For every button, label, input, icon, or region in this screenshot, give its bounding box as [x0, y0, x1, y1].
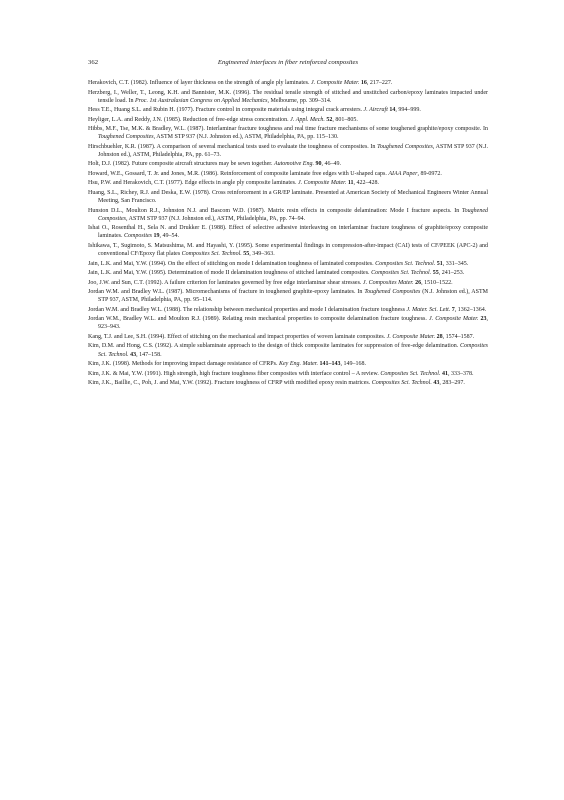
reference-entry: [88, 306, 488, 314]
reference-source: Toughened Composites: [98, 134, 154, 141]
reference-text: , 283–297.: [439, 380, 465, 387]
reference-text: , 147–158.: [136, 351, 162, 358]
reference-text: Joo, J.W. and Sun, C.T. (1992). A failure criterion for laminates governed by free edge interlaminar shear stresses.: [88, 279, 363, 286]
reference-source: Toughened Composites: [98, 207, 488, 222]
reference-text: Hibbs, M.F., Tse, M.K. & Bradley, W.L. (1987). Interlaminar fracture toughness and real time fracture mechanisms of some toughened graphite/epoxy composite. In: [88, 126, 488, 133]
reference-entry: [88, 269, 488, 277]
reference-source: Composites Sci. Technol.: [98, 343, 488, 358]
reference-text: Herzberg, I., Weller, T., Leong, K.H. and Bannister, M.K. (1996). The residual tensile strength of stitched and unstitched carbon/epoxy laminates impacted under tensile load. In: [88, 89, 488, 104]
reference-text: Hess T.E., Huang S.L. and Rubin H. (1977). Fracture control in composite materials using integral crack arresters.: [88, 107, 364, 114]
reference-text: Jordan W.M., Bradley W.L. and Moulton R.J. (1989). Relating resin mechanical properties to composite delamination fracture toughness.: [88, 316, 429, 323]
reference-text: , 333–378.: [447, 370, 474, 377]
reference-text: , 1574–1587.: [442, 333, 475, 340]
reference-text: Herakovich, C.T. (1982). Influence of layer thickness on the strength of angle ply laminates.: [88, 80, 311, 86]
reference-text: Jain, L.K. and Mai, Y.W. (1995). Determination of mode II delamination toughness of stitched laminated composites.: [88, 270, 372, 277]
reference-source: AIAA Paper: [388, 170, 418, 177]
reference-source: Composites Sci. Technol.: [371, 270, 432, 277]
reference-text: , 801–805.: [332, 116, 358, 123]
reference-entry: [88, 179, 488, 187]
reference-volume: 43: [130, 351, 137, 358]
reference-text: , 46–49.: [321, 161, 341, 168]
reference-text: Hsu, P.W. and Herakovich, C.T. (1977). Edge effects in angle ply composite laminates.: [88, 180, 299, 187]
reference-volume: 26: [415, 279, 422, 286]
reference-volume: 43: [433, 380, 440, 387]
reference-text: Kang, T.J. and Lee, S.H. (1994). Effect of stitching on the mechanical and impact properties of woven laminate composites.: [88, 333, 387, 340]
reference-volume: 16: [360, 80, 367, 86]
reference-source: Toughened Composites: [377, 143, 433, 150]
reference-source: J. Composite Mater.: [298, 180, 347, 187]
reference-text: Jordan W.M. and Bradley W.L. (1988). The relationship between mechanical properties and mode I delamination fracture toughness: [88, 306, 407, 313]
reference-text: Kim, D.M. and Hong, C.S. (1992). A simple sublaminate approach to the design of thick composite laminates for suppression of free-edge delamination.: [88, 343, 460, 350]
reference-volume: 28: [436, 333, 443, 340]
reference-text: , 349–363.: [249, 251, 275, 258]
reference-text: , 149–168.: [340, 361, 366, 368]
running-head: [88, 57, 488, 69]
reference-source: Key Eng. Mater.: [278, 361, 318, 368]
reference-entry: [88, 260, 488, 268]
reference-entry: [88, 224, 488, 240]
reference-entry: [88, 116, 488, 124]
reference-text: , 1362–1364.: [454, 306, 487, 313]
reference-source: J. Composite Mater.: [311, 80, 360, 86]
reference-text: , 331–345.: [442, 260, 469, 267]
reference-volume: 14: [389, 107, 396, 114]
reference-entry: [88, 79, 488, 87]
reference-text: Kim, J.K. (1998). Methods for improving impact damage resistance of CFRPs.: [88, 361, 279, 368]
reference-list: [88, 79, 488, 389]
reference-text: , 422–428.: [353, 180, 380, 187]
reference-text: , 89-0972.: [417, 170, 442, 177]
reference-source: J. Composite Mater.: [428, 316, 479, 323]
reference-entry: [88, 160, 488, 168]
reference-entry: [88, 125, 488, 141]
reference-source: Automotive Eng.: [273, 161, 314, 168]
reference-text: , 217–227.: [366, 80, 393, 86]
reference-text: Holt, D.J. (1982). Future composite aircraft structures may be sewn together.: [88, 161, 274, 168]
reference-text: Kim, J.K., Baillie, C., Poh, J. and Mai, Y.W. (1992). Fracture toughness of CFRP with modified epoxy resin matrices.: [88, 380, 372, 387]
reference-entry: [88, 242, 488, 258]
reference-entry: [88, 315, 488, 331]
reference-text: , 49–54.: [159, 233, 180, 240]
running-title: Engineered interfaces in fiber reinforced composites: [217, 59, 359, 66]
reference-volume: 23: [480, 316, 487, 323]
reference-text: Hirschbuehler, K.R. (1987). A comparison of several mechanical tests used to evaluate the toughness of composites. In: [88, 143, 378, 150]
reference-text: , Melbourne, pp. 309–314.: [267, 97, 332, 104]
reference-entry: [88, 143, 488, 159]
reference-entry: [88, 333, 488, 341]
reference-text: , 994–999.: [395, 107, 421, 114]
reference-entry: [88, 279, 488, 287]
reference-entry: [88, 189, 488, 205]
reference-volume: 19: [153, 233, 160, 240]
reference-source: Composites Sci. Technol.: [375, 260, 436, 267]
reference-text: (N.J. Johnston ed.), ASTM STP 937, ASTM, Philadelphia, PA, pp. 95–114.: [98, 289, 488, 304]
reference-source: Composites: [124, 233, 153, 240]
reference-volume: 51: [436, 260, 443, 267]
reference-text: , 1510–1522.: [421, 279, 453, 286]
reference-text: Heyliger, L.A. and Reddy, J.N. (1985). Reduction of free-edge stress concentration.: [88, 116, 291, 123]
reference-entry: [88, 379, 488, 387]
reference-entry: [88, 370, 488, 378]
reference-text: Huang, S.L., Richey, R.J. and Deska, E.W. (1978). Cross reinforcement in a GR/EP laminate. Presented at American Society of Mechanical Engineers Winter Annual Meeting, San Francisco.: [88, 189, 488, 205]
reference-source: Composites Sci. Technol.: [380, 370, 441, 377]
reference-source: J. Composites Mater.: [362, 279, 414, 286]
reference-source: J. Mater. Sci. Lett.: [406, 306, 451, 313]
reference-text: Jordan W.M. and Bradley W.L. (1987). Micromechanisms of fracture in toughened graphite-epoxy laminates. In: [88, 289, 365, 296]
reference-entry: [88, 288, 488, 304]
reference-entry: [88, 207, 488, 223]
reference-entry: [88, 360, 488, 368]
reference-volume: 7: [451, 306, 455, 313]
reference-volume: 55: [432, 270, 439, 277]
reference-volume: 55: [243, 251, 250, 258]
reference-volume: 11: [347, 180, 354, 187]
reference-source: J. Composite Mater.: [386, 333, 436, 340]
reference-volume: 141–143: [319, 361, 341, 368]
reference-source: Toughened Composites: [364, 289, 421, 296]
reference-text: , ASTM STP 937 (N.J. Johnston ed.), ASTM, Philadelphia, PA, pp. 74–94.: [126, 215, 306, 222]
reference-text: Howard, W.E., Gossard, T. Jr. and Jones, M.R. (1986). Reinforcement of composite laminate free edges with U-shaped caps.: [88, 170, 389, 177]
reference-volume: 52: [326, 116, 333, 123]
page-number: 362: [88, 59, 99, 66]
reference-source: Proc. 1st Australasian Congress on Applied Mechanics: [135, 97, 268, 104]
reference-text: Ishai O., Rosenthal H., Sela N. and Drukker E. (1988). Effect of selective adhesive interleaving on interlaminar fracture toughness of graphite/epoxy composite laminates.: [88, 225, 488, 240]
reference-text: , ASTM STP 937 (N.J. Johnston ed.), ASTM, Philadelphia, PA, pp. 115–130.: [153, 134, 339, 141]
reference-text: Ishikawa, T., Sugimoto, S. Matsushima, M. and Hayashi, Y. (1995). Some experimental findings in compression-after-impact (CAI) tests of CF/PEEK (APC-2) and conventional CF/Epoxy flat plates: [88, 242, 488, 258]
reference-source: J. Appl. Mech.: [290, 116, 325, 123]
reference-text: Hunston D.L., Moulton R.J., Johnston N.J. and Bascom W.D. (1987). Matrix resin effects in composite delamination: Mode I fracture aspects. In: [88, 207, 462, 214]
reference-text: Kim, J.K. & Mai, Y.W. (1991). High strength, high fracture toughness fiber composites with interface control – A review.: [88, 370, 381, 377]
reference-entry: [88, 106, 488, 114]
reference-text: , 241–253.: [438, 270, 465, 277]
reference-text: Jain, L.K. and Mai, Y.W. (1994). On the effect of stitching on mode I delamination toughness of laminated composites.: [88, 260, 376, 267]
reference-volume: 90: [315, 161, 322, 168]
reference-entry: [88, 342, 488, 358]
reference-entry: [88, 170, 488, 178]
reference-source: Composites Sci. Technol.: [181, 251, 242, 258]
reference-source: J. Aircraft: [363, 107, 388, 114]
reference-text: , 923–943.: [98, 316, 489, 331]
reference-entry: [88, 89, 488, 105]
reference-source: Composites Sci. Technol.: [371, 380, 432, 387]
reference-volume: 41: [441, 370, 448, 377]
reference-text: , ASTM STP 937 (N.J. Johnston ed.), ASTM, Philadelphia, PA, pp. 61–73.: [98, 143, 489, 158]
